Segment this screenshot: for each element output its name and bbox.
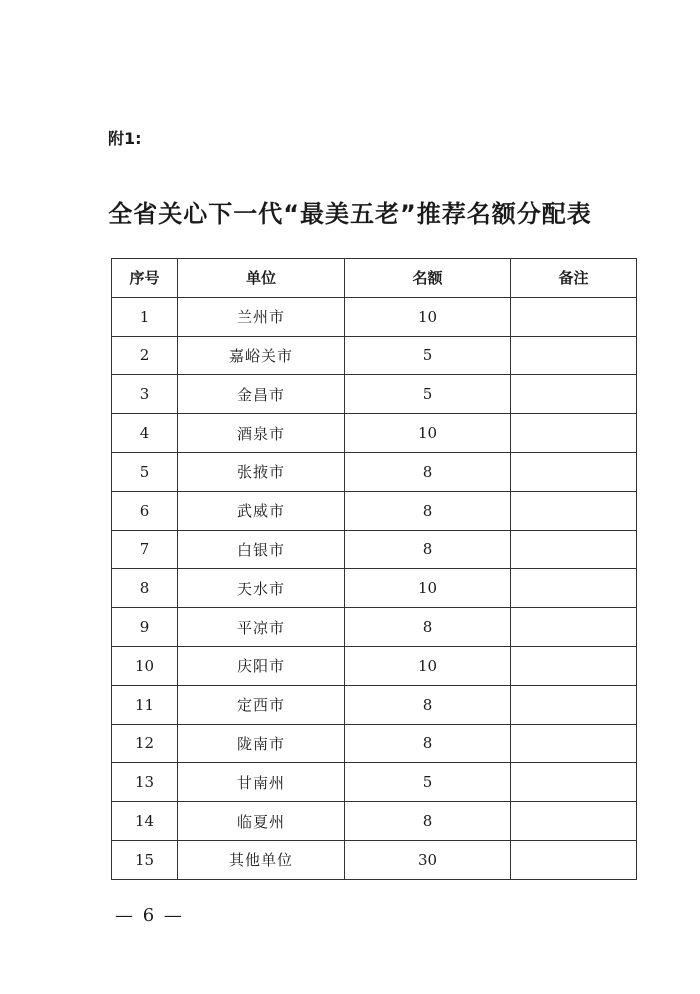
cell-unit: 白银市 <box>178 530 345 569</box>
cell-serial-number: 8 <box>112 569 178 608</box>
cell-serial-number: 10 <box>112 646 178 685</box>
cell-unit: 张掖市 <box>178 452 345 491</box>
cell-quota: 8 <box>345 724 511 763</box>
cell-remark <box>511 297 637 336</box>
cell-quota: 10 <box>345 414 511 453</box>
page-number: — 6 — <box>115 905 184 926</box>
cell-unit: 武威市 <box>178 491 345 530</box>
cell-remark <box>511 685 637 724</box>
table-row <box>112 646 637 685</box>
table-row <box>112 414 637 453</box>
cell-unit: 兰州市 <box>178 297 345 336</box>
cell-remark <box>511 608 637 647</box>
cell-serial-number: 15 <box>112 840 178 879</box>
header-unit: 单位 <box>178 259 345 298</box>
cell-remark <box>511 336 637 375</box>
cell-unit: 其他单位 <box>178 840 345 879</box>
table-row <box>112 685 637 724</box>
header-serial-number: 序号 <box>112 259 178 298</box>
cell-quota: 30 <box>345 840 511 879</box>
cell-serial-number: 7 <box>112 530 178 569</box>
cell-serial-number: 11 <box>112 685 178 724</box>
table-row <box>112 491 637 530</box>
cell-remark <box>511 802 637 841</box>
table-row <box>112 530 637 569</box>
cell-quota: 8 <box>345 685 511 724</box>
cell-serial-number: 3 <box>112 375 178 414</box>
cell-unit: 平凉市 <box>178 608 345 647</box>
cell-quota: 8 <box>345 802 511 841</box>
cell-quota: 10 <box>345 646 511 685</box>
cell-quota: 8 <box>345 491 511 530</box>
cell-serial-number: 12 <box>112 724 178 763</box>
cell-unit: 庆阳市 <box>178 646 345 685</box>
table-row <box>112 297 637 336</box>
table-row <box>112 608 637 647</box>
cell-quota: 5 <box>345 375 511 414</box>
table-row <box>112 802 637 841</box>
cell-remark <box>511 375 637 414</box>
cell-remark <box>511 414 637 453</box>
table-row <box>112 336 637 375</box>
cell-serial-number: 2 <box>112 336 178 375</box>
table-row <box>112 375 637 414</box>
cell-unit: 酒泉市 <box>178 414 345 453</box>
table-row <box>112 724 637 763</box>
document-title: 全省关心下一代“最美五老”推荐名额分配表 <box>108 200 592 228</box>
cell-serial-number: 13 <box>112 763 178 802</box>
table-row <box>112 452 637 491</box>
cell-quota: 10 <box>345 569 511 608</box>
cell-remark <box>511 569 637 608</box>
cell-unit: 嘉峪关市 <box>178 336 345 375</box>
cell-quota: 8 <box>345 608 511 647</box>
cell-unit: 天水市 <box>178 569 345 608</box>
cell-serial-number: 1 <box>112 297 178 336</box>
cell-unit: 陇南市 <box>178 724 345 763</box>
cell-remark <box>511 763 637 802</box>
cell-serial-number: 4 <box>112 414 178 453</box>
cell-unit: 定西市 <box>178 685 345 724</box>
cell-quota: 5 <box>345 763 511 802</box>
cell-remark <box>511 491 637 530</box>
table-body <box>112 297 637 879</box>
table-header-row <box>112 259 637 298</box>
cell-unit: 甘南州 <box>178 763 345 802</box>
table-row <box>112 840 637 879</box>
cell-remark <box>511 646 637 685</box>
cell-remark <box>511 530 637 569</box>
table-row <box>112 569 637 608</box>
attachment-label: 附1: <box>108 129 142 148</box>
cell-unit: 金昌市 <box>178 375 345 414</box>
cell-serial-number: 5 <box>112 452 178 491</box>
cell-unit: 临夏州 <box>178 802 345 841</box>
cell-quota: 5 <box>345 336 511 375</box>
header-quota: 名额 <box>345 259 511 298</box>
cell-quota: 10 <box>345 297 511 336</box>
cell-quota: 8 <box>345 452 511 491</box>
header-remark: 备注 <box>511 259 637 298</box>
table-row <box>112 763 637 802</box>
cell-serial-number: 9 <box>112 608 178 647</box>
quota-table <box>111 258 637 880</box>
cell-remark <box>511 452 637 491</box>
cell-serial-number: 14 <box>112 802 178 841</box>
cell-serial-number: 6 <box>112 491 178 530</box>
cell-remark <box>511 724 637 763</box>
cell-remark <box>511 840 637 879</box>
cell-quota: 8 <box>345 530 511 569</box>
